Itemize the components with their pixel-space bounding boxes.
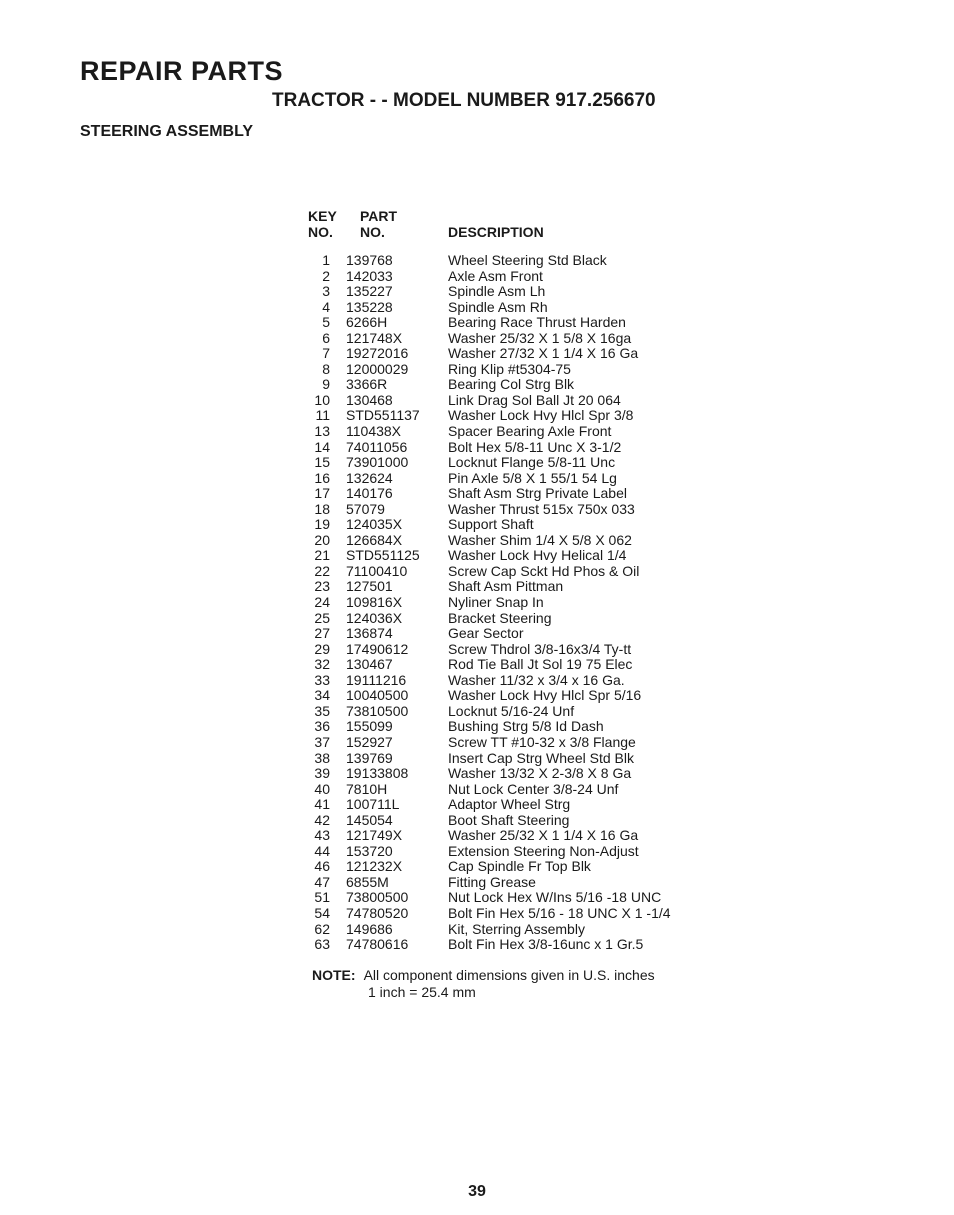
table-row	[300, 906, 720, 922]
part-number: 7810H	[346, 780, 388, 797]
part-description: Spindle Asm Lh	[448, 283, 546, 300]
table-row	[300, 782, 720, 798]
part-description: Bolt Hex 5/8-11 Unc X 3-1/2	[448, 438, 622, 455]
part-description: Screw Cap Sckt Hd Phos & Oil	[448, 562, 640, 579]
part-number: 71100410	[346, 562, 408, 579]
note-line1: All component dimensions given in U.S. inches	[363, 967, 655, 983]
part-description: Shaft Asm Pittman	[448, 578, 564, 595]
key-number: 62	[314, 920, 330, 937]
table-row	[300, 408, 720, 424]
part-description: Washer Lock Hvy Helical 1/4	[448, 547, 627, 564]
part-number: 121749X	[346, 827, 403, 844]
part-description: Washer 25/32 X 1 1/4 X 16 Ga	[448, 827, 639, 844]
table-row	[300, 346, 720, 362]
table-row	[300, 502, 720, 518]
part-number: 140176	[346, 485, 393, 502]
key-number: 51	[314, 889, 330, 906]
part-number: 6266H	[346, 314, 388, 331]
table-row	[300, 331, 720, 347]
part-number: 3366R	[346, 376, 388, 393]
key-number: 5	[322, 314, 330, 331]
column-header-key-line2: NO.	[308, 224, 333, 240]
table-row	[300, 595, 720, 611]
table-row	[300, 735, 720, 751]
part-description: Gear Sector	[448, 625, 524, 642]
key-number: 8	[322, 360, 330, 377]
part-number: 100711L	[346, 796, 400, 813]
part-number: 12000029	[346, 360, 409, 377]
part-number: 121232X	[346, 858, 403, 875]
table-row	[300, 269, 720, 285]
table-row	[300, 455, 720, 471]
table-row	[300, 875, 720, 891]
part-number: 136874	[346, 625, 393, 642]
part-number: 17490612	[346, 640, 409, 657]
part-number: 152927	[346, 733, 393, 750]
part-description: Kit, Sterring Assembly	[448, 920, 585, 937]
part-description: Boot Shaft Steering	[448, 811, 570, 828]
key-number: 38	[314, 749, 330, 766]
table-row	[300, 486, 720, 502]
part-number: 139768	[346, 252, 393, 268]
key-number: 33	[314, 671, 330, 688]
part-number: 74011056	[346, 438, 408, 455]
part-description: Locknut 5/16-24 Unf	[448, 702, 575, 719]
key-number: 17	[314, 485, 330, 502]
key-number: 32	[314, 656, 330, 673]
key-number: 7	[322, 345, 330, 362]
table-row	[300, 284, 720, 300]
table-row	[300, 859, 720, 875]
table-row	[300, 688, 720, 704]
key-number: 24	[314, 594, 330, 611]
table-row	[300, 517, 720, 533]
part-description: Bearing Col Strg Blk	[448, 376, 575, 393]
key-number: 18	[314, 500, 330, 517]
part-number: 153720	[346, 842, 393, 859]
part-number: 73800500	[346, 889, 409, 906]
part-description: Cap Spindle Fr Top Blk	[448, 858, 591, 875]
part-number: 132624	[346, 469, 393, 486]
key-number: 16	[314, 469, 330, 486]
part-number: 121748X	[346, 329, 403, 346]
table-row	[300, 611, 720, 627]
part-description: Screw Thdrol 3/8-16x3/4 Ty-tt	[448, 640, 632, 657]
key-number: 9	[322, 376, 330, 393]
part-description: Bracket Steering	[448, 609, 552, 626]
key-number: 29	[314, 640, 330, 657]
key-number: 10	[314, 391, 330, 408]
part-number: 124035X	[346, 516, 403, 533]
part-description: Washer Shim 1/4 X 5/8 X 062	[448, 531, 632, 548]
part-description: Extension Steering Non-Adjust	[448, 842, 639, 859]
table-row	[300, 424, 720, 440]
part-number: 109816X	[346, 594, 403, 611]
part-description: Bolt Fin Hex 3/8-16unc x 1 Gr.5	[448, 936, 644, 953]
key-number: 37	[314, 733, 330, 750]
table-row	[300, 813, 720, 829]
table-row	[300, 766, 720, 782]
key-number: 21	[314, 547, 330, 564]
table-row	[300, 890, 720, 906]
part-number: 149686	[346, 920, 393, 937]
part-description: Nyliner Snap In	[448, 594, 544, 611]
key-number: 4	[322, 298, 330, 315]
part-description: Washer 27/32 X 1 1/4 X 16 Ga	[448, 345, 639, 362]
key-number: 41	[314, 796, 330, 813]
part-description: Nut Lock Center 3/8-24 Unf	[448, 780, 619, 797]
key-number: 6	[322, 329, 330, 346]
table-row	[300, 797, 720, 813]
table-row	[300, 548, 720, 564]
part-number: 73810500	[346, 702, 409, 719]
key-number: 25	[314, 609, 330, 626]
table-row	[300, 362, 720, 378]
table-row	[300, 579, 720, 595]
table-row	[300, 471, 720, 487]
part-description: Pin Axle 5/8 X 1 55/1 54 Lg	[448, 469, 617, 486]
key-number: 54	[314, 904, 330, 921]
table-row	[300, 393, 720, 409]
key-number: 47	[314, 873, 330, 890]
part-description: Washer 25/32 X 1 5/8 X 16ga	[448, 329, 632, 346]
part-description: Ring Klip #t5304-75	[448, 360, 571, 377]
key-number: 14	[314, 438, 330, 455]
part-description: Nut Lock Hex W/Ins 5/16 -18 UNC	[448, 889, 662, 906]
key-number: 63	[314, 936, 330, 953]
column-header-key-line1: KEY	[308, 208, 337, 224]
part-description: Washer Lock Hvy Hlcl Spr 5/16	[448, 687, 642, 704]
part-number: 73901000	[346, 454, 409, 471]
part-number: 6855M	[346, 873, 389, 890]
part-number: 19272016	[346, 345, 409, 362]
key-number: 1	[322, 252, 330, 268]
part-description: Bushing Strg 5/8 Id Dash	[448, 718, 604, 735]
part-description: Insert Cap Strg Wheel Std Blk	[448, 749, 634, 766]
table-row	[300, 657, 720, 673]
part-number: 19111216	[346, 671, 407, 688]
part-number: 110438X	[346, 423, 402, 440]
part-description: Spacer Bearing Axle Front	[448, 423, 612, 440]
part-description: Adaptor Wheel Strg	[448, 796, 571, 813]
table-row	[300, 440, 720, 456]
column-header-description: DESCRIPTION	[448, 224, 544, 240]
part-number: 124036X	[346, 609, 403, 626]
key-number: 44	[314, 842, 330, 859]
note-line2: 1 inch = 25.4 mm	[368, 984, 476, 1000]
part-description: Bearing Race Thrust Harden	[448, 314, 626, 331]
part-number: 127501	[346, 578, 393, 595]
table-row	[300, 564, 720, 580]
part-number: 57079	[346, 500, 385, 517]
part-number: 19133808	[346, 765, 409, 782]
page-title: REPAIR PARTS	[80, 56, 284, 86]
key-number: 27	[314, 625, 330, 642]
part-description: Washer 13/32 X 2-3/8 X 8 Ga	[448, 765, 632, 782]
key-number: 15	[314, 454, 330, 471]
table-row	[300, 922, 720, 938]
key-number: 20	[314, 531, 330, 548]
part-description: Rod Tie Ball Jt Sol 19 75 Elec	[448, 656, 633, 673]
column-header-part-line1: PART	[360, 208, 398, 224]
page-number: 39	[468, 1183, 486, 1200]
part-number: STD551137	[346, 407, 420, 424]
key-number: 34	[314, 687, 330, 704]
table-row	[300, 828, 720, 844]
table-row	[300, 704, 720, 720]
part-description: Washer Lock Hvy Hlcl Spr 3/8	[448, 407, 634, 424]
column-header-key	[308, 208, 337, 240]
table-row	[300, 315, 720, 331]
table-row	[300, 377, 720, 393]
model-subtitle: TRACTOR - - MODEL NUMBER 917.256670	[272, 90, 656, 111]
part-description: Bolt Fin Hex 5/16 - 18 UNC X 1 -1/4	[448, 904, 671, 921]
key-number: 42	[314, 811, 330, 828]
table-row	[300, 300, 720, 316]
part-description: Screw TT #10-32 x 3/8 Flange	[448, 733, 636, 750]
part-description: Link Drag Sol Ball Jt 20 064	[448, 391, 621, 408]
table-row	[300, 937, 720, 953]
part-number: 130467	[346, 656, 393, 673]
key-number: 23	[314, 578, 330, 595]
part-description: Fitting Grease	[448, 873, 536, 890]
section-heading: STEERING ASSEMBLY	[80, 123, 254, 140]
part-description: Spindle Asm Rh	[448, 298, 548, 315]
part-number: 126684X	[346, 531, 403, 548]
part-number: 145054	[346, 811, 393, 828]
key-number: 2	[322, 267, 330, 284]
part-description: Shaft Asm Strg Private Label	[448, 485, 627, 502]
table-row	[300, 673, 720, 689]
table-row	[300, 533, 720, 549]
parts-list	[300, 253, 720, 953]
part-number: 135227	[346, 283, 393, 300]
part-number: 142033	[346, 267, 393, 284]
key-number: 13	[314, 423, 330, 440]
key-number: 3	[322, 283, 330, 300]
key-number: 22	[314, 562, 330, 579]
part-number: 130468	[346, 391, 393, 408]
part-number: 74780520	[346, 904, 409, 921]
key-number: 36	[314, 718, 330, 735]
part-number: 155099	[346, 718, 393, 735]
table-row	[300, 626, 720, 642]
key-number: 40	[314, 780, 330, 797]
table-row	[300, 642, 720, 658]
part-description: Washer 11/32 x 3/4 x 16 Ga.	[448, 671, 625, 688]
table-row	[300, 751, 720, 767]
key-number: 39	[314, 765, 330, 782]
key-number: 19	[314, 516, 330, 533]
key-number: 43	[314, 827, 330, 844]
part-number: 135228	[346, 298, 393, 315]
column-header-part	[360, 208, 397, 240]
key-number: 35	[314, 702, 330, 719]
table-row	[300, 844, 720, 860]
table-row	[300, 719, 720, 735]
part-number: STD551125	[346, 547, 420, 564]
column-header-part-line2: NO.	[360, 224, 385, 240]
part-number: 139769	[346, 749, 393, 766]
part-description: Support Shaft	[448, 516, 534, 533]
part-number: 74780616	[346, 936, 409, 953]
part-description: Wheel Steering Std Black	[448, 252, 607, 268]
key-number: 11	[315, 407, 330, 424]
table-row	[300, 253, 720, 269]
part-number: 10040500	[346, 687, 409, 704]
key-number: 46	[314, 858, 330, 875]
note	[312, 967, 655, 983]
note-label: NOTE:	[312, 967, 356, 983]
part-description: Axle Asm Front	[448, 267, 543, 284]
part-description: Locknut Flange 5/8-11 Unc	[448, 454, 616, 471]
part-description: Washer Thrust 515x 750x 033	[448, 500, 635, 517]
